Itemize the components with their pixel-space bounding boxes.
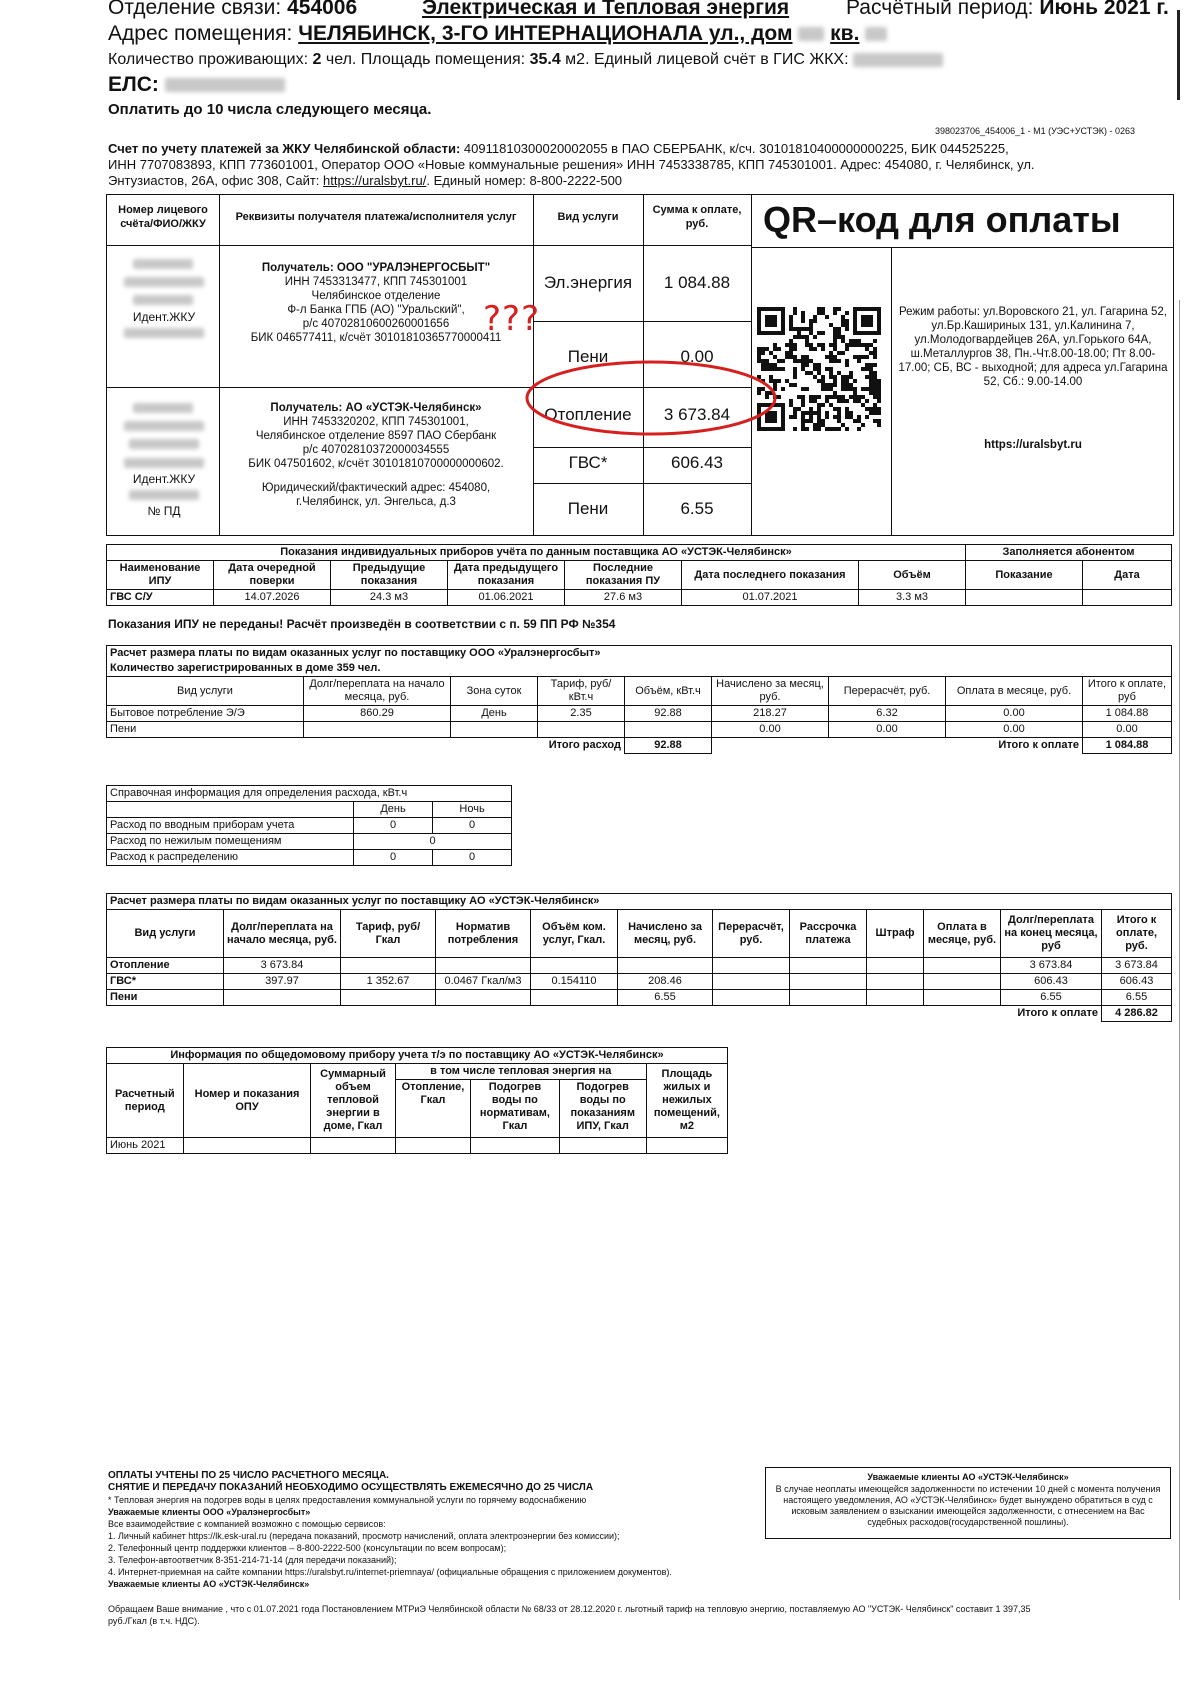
account-line1-bold: Счет по учету платежей за ЖКУ Челябинской области: xyxy=(108,141,461,156)
ipu-h-check: Дата очередной поверки xyxy=(214,561,331,590)
ipu-note: Показания ИПУ не переданы! Расчёт произведён в соответствии с п. 59 ПП РФ №354 xyxy=(108,617,616,631)
residents-line xyxy=(108,51,943,69)
amount-hot-water: 606.43 xyxy=(671,453,723,472)
ipu-cell: 01.07.2021 xyxy=(682,590,859,606)
scan-mark xyxy=(1177,10,1180,100)
ref-cell: 0 xyxy=(433,818,512,834)
ipu-h-date: Дата xyxy=(1083,561,1172,590)
odpu-h: Расчетный период xyxy=(107,1064,184,1138)
service-penalty-1: Пени xyxy=(567,347,609,366)
ipu-h-volume: Объём xyxy=(859,561,966,590)
reference-table xyxy=(106,785,512,866)
ustek-cell xyxy=(924,974,1001,990)
footer-item: 3. Телефон-автоответчик 8-351-214-71-14 (для передачи показаний); xyxy=(108,1555,397,1565)
ustek-cell: 6.55 xyxy=(1102,990,1172,1006)
odpu-h: Отопление, Гкал xyxy=(395,1080,471,1138)
service-penalty-2: Пени xyxy=(567,499,609,518)
ustek-h: Оплата в месяце, руб. xyxy=(924,910,1001,958)
payment-box xyxy=(106,194,1174,536)
ustek-cell: 1 352.67 xyxy=(341,974,436,990)
odpu-cell xyxy=(183,1138,311,1154)
footer-line6: Уважаемые клиенты АО «УСТЭК-Челябинск» xyxy=(108,1579,310,1589)
els-label: ЕЛС: xyxy=(108,73,159,96)
ues-cell: 92.88 xyxy=(625,706,712,722)
redacted xyxy=(129,439,199,449)
ipu-h-prev: Предыдущие показания xyxy=(331,561,448,590)
ustek-h: Долг/переплата на конец месяца, руб xyxy=(1001,910,1102,958)
ipu-title-right: Заполняется абонентом xyxy=(966,545,1172,561)
ues-cell: Бытовое потребление Э/Э xyxy=(107,706,304,722)
ues-cell: 0.00 xyxy=(829,722,946,738)
ues-total-label: Итого расход xyxy=(548,739,621,752)
ref-cell: 0 xyxy=(354,818,433,834)
divider xyxy=(533,483,751,484)
redacted xyxy=(124,458,204,468)
footer-line2: СНЯТИЕ И ПЕРЕДАЧУ ПОКАЗАНИЙ НЕОБХОДИМО ОСУЩЕСТВЛЯТЬ ЕЖЕМЕСЯЧНО ДО 25 ЧИСЛА xyxy=(108,1482,594,1493)
account-block-1 xyxy=(121,255,207,342)
redacted-gis xyxy=(853,53,943,67)
ues-title: Расчет размера платы по видам оказанных услуг по поставщику ООО «Уралэнергосбыт» xyxy=(107,646,1172,662)
ipu-h-last-date: Дата последнего показания xyxy=(682,561,859,590)
odpu-h: Подогрев воды по нормативам, Гкал xyxy=(471,1080,559,1138)
post-label: Отделение связи: xyxy=(108,0,282,19)
ref-cell: 0 xyxy=(354,834,512,850)
ustek-cell xyxy=(790,990,867,1006)
ipu-table xyxy=(106,544,1172,606)
footer-line8: руб./Гкал (в т.ч. НДС). xyxy=(108,1616,200,1626)
redacted xyxy=(124,421,204,431)
ues-cell: 860.29 xyxy=(304,706,451,722)
ustek-h: Вид услуги xyxy=(107,910,224,958)
ipu-cell: 24.3 м3 xyxy=(331,590,448,606)
period xyxy=(846,0,1169,20)
ustek-cell xyxy=(224,990,341,1006)
ustek-cell: 0.154110 xyxy=(531,974,618,990)
ustek-cell xyxy=(924,958,1001,974)
address-value: ЧЕЛЯБИНСК, 3-ГО ИНТЕРНАЦИОНАЛА ул., дом xyxy=(298,22,793,45)
ues-h: Перерасчёт, руб. xyxy=(829,677,946,706)
ues-h: Объём, кВт.ч xyxy=(625,677,712,706)
odpu-cell xyxy=(395,1138,471,1154)
footer-item: 1. Личный кабинет https://lk.esk-ural.ru (передача показаний, просмотр начислений, оплата электроэнергии без комиссии); xyxy=(108,1531,620,1541)
account-line1-rest: 40911810300020002055 в ПАО СБЕРБАНК, к/сч. 30101810400000000225, БИК 044525225, xyxy=(460,141,1009,156)
ustek-cell: Пени xyxy=(107,990,224,1006)
ustek-cell xyxy=(436,990,531,1006)
warning-title: Уважаемые клиенты АО «УСТЭК-Челябинск» xyxy=(867,1472,1069,1482)
recipient-line: ИНН 7453320202, КПП 745301001, xyxy=(283,416,469,428)
ues-h: Начислено за месяц, руб. xyxy=(712,677,829,706)
divider xyxy=(107,387,533,388)
account-info xyxy=(108,141,1108,189)
ipu-date-input[interactable] xyxy=(1083,590,1172,606)
ustek-cell xyxy=(790,958,867,974)
ues-cell: 6.32 xyxy=(829,706,946,722)
ustek-cell: ГВС* xyxy=(107,974,224,990)
ustek-cell: 0.0467 Гкал/м3 xyxy=(436,974,531,990)
recipient-line: р/с 40702810372000034555 xyxy=(302,444,450,456)
redacted-flat xyxy=(865,27,887,41)
ues-h: Вид услуги xyxy=(107,677,304,706)
recipient-line: БИК 046577411, к/счёт 30101810365770000411 xyxy=(250,332,502,344)
amount-heating: 3 673.84 xyxy=(663,405,731,424)
odpu-cell xyxy=(311,1138,395,1154)
ustek-h: Перерасчёт, руб. xyxy=(713,910,790,958)
ref-cell: Расход по вводным приборам учета xyxy=(107,818,354,834)
ues-h: Зона суток xyxy=(451,677,538,706)
redacted xyxy=(133,403,193,413)
area-value: 35.4 xyxy=(529,51,561,68)
ues-cell: 218.27 xyxy=(712,706,829,722)
ustek-cell: 6.55 xyxy=(618,990,713,1006)
ustek-h: Начислено за месяц, руб. xyxy=(618,910,713,958)
ustek-cell xyxy=(341,958,436,974)
ustek-row-heating xyxy=(107,958,1172,974)
account-block-2 xyxy=(121,399,207,518)
col-account-header: Номер лицевого счёта/ФИО/ЖКУ xyxy=(118,204,208,230)
service-title: Электрическая и Тепловая энергия xyxy=(422,0,790,19)
recipient-line: Получатель: ООО "УРАЛЭНЕРГОСБЫТ" xyxy=(261,262,491,274)
odpu-cell xyxy=(471,1138,559,1154)
ustek-cell xyxy=(618,958,713,974)
recipient-ustek xyxy=(219,401,533,509)
odpu-period: Июнь 2021 xyxy=(107,1138,184,1154)
ues-cell xyxy=(538,722,625,738)
ues-cell xyxy=(304,722,451,738)
redacted xyxy=(129,490,199,500)
els-line xyxy=(108,73,285,97)
gis-label: м2. Единый лицевой счёт в ГИС ЖКХ: xyxy=(565,51,849,68)
recipient-line: Юридический/фактический адрес: 454080, xyxy=(261,482,491,494)
footer-tariff-note xyxy=(108,1603,1148,1627)
ues-total-value: 92.88 xyxy=(625,738,712,754)
area-label: чел. Площадь помещения: xyxy=(325,51,526,68)
ustek-h: Долг/переплата на начало месяца, руб. xyxy=(224,910,341,958)
footer-line1: ОПЛАТЫ УЧТЕНЫ ПО 25 ЧИСЛО РАСЧЕТНОГО МЕСЯЦА. xyxy=(108,1470,389,1481)
ustek-cell: 3 673.84 xyxy=(224,958,341,974)
post-code: 454006 xyxy=(287,0,358,19)
ipu-cell: 3.3 м3 xyxy=(859,590,966,606)
footer-item: 2. Телефонный центр поддержки клиентов – 8-800-2222-500 (консультации по всем вопросам); xyxy=(108,1543,507,1553)
divider xyxy=(107,245,751,246)
ustek-cell xyxy=(867,974,924,990)
ues-pay-label: Итого к оплате xyxy=(998,739,1079,752)
account-line2: ИНН 7707083893, КПП 773601001, Оператор ООО «Новые коммунальные решения» ИНН 7453338785, КПП 745301001. Адрес: 454080, г. Челябинск, ул. xyxy=(108,157,1035,172)
redacted xyxy=(124,328,204,338)
ues-pay-value: 1 084.88 xyxy=(1083,738,1172,754)
ipu-h-reading: Показание xyxy=(966,561,1083,590)
recipient-line: БИК 047501602, к/счёт 30101810700000000602. xyxy=(248,458,504,470)
divider xyxy=(533,321,751,322)
work-hours: Режим работы: ул.Воровского 21, ул. Гагарина 52, ул.Бр.Кашириных 131, ул.Калинина 7, ул.Молодогвардейцев 26А, ул.Горького 64А, ш.Металлургов 38, Пн.-Чт.8.00-18.00; Пт 8.00-17.00; СБ, ВС - выходной; для адреса ул.Гагарина 52, Сб.: 9.00-14.00 xyxy=(898,306,1168,388)
ustek-cell: 606.43 xyxy=(1001,974,1102,990)
recipient-line: Ф-л Банка ГПБ (АО) "Уральский", xyxy=(287,304,465,316)
odpu-h-group: в том числе тепловая энергия на xyxy=(395,1064,646,1080)
ustek-cell xyxy=(713,974,790,990)
warning-box xyxy=(765,1467,1171,1539)
ustek-row-hot-water xyxy=(107,974,1172,990)
recipient-line: ИНН 7453313477, КПП 745301001 xyxy=(284,276,468,288)
ues-cell: 0.00 xyxy=(946,706,1083,722)
amount-penalty-2: 6.55 xyxy=(680,499,714,518)
ustek-total-value: 4 286.82 xyxy=(1102,1006,1172,1022)
ref-empty xyxy=(107,802,354,818)
odpu-h: Подогрев воды по показаниям ИПУ, Гкал xyxy=(559,1080,646,1138)
question-marks-annotation: ??? xyxy=(483,299,541,339)
odpu-h: Площадь жилых и нежилых помещений, м2 xyxy=(646,1064,727,1138)
account-line3b: . Единый номер: 8-800-2222-500 xyxy=(426,173,623,188)
ues-h: Оплата в месяце, руб. xyxy=(946,677,1083,706)
ustek-h: Рассрочка платежа xyxy=(790,910,867,958)
ustek-h: Норматив потребления xyxy=(436,910,531,958)
ustek-cell xyxy=(341,990,436,1006)
ues-cell: 0.00 xyxy=(1083,722,1172,738)
ues-cell: 1 084.88 xyxy=(1083,706,1172,722)
odpu-title: Информация по общедомовому прибору учета т/э по поставщику АО «УСТЭК-Челябинск» xyxy=(107,1048,728,1064)
odpu-table xyxy=(106,1047,728,1154)
ues-cell: Пени xyxy=(107,722,304,738)
ipu-cell: 01.06.2021 xyxy=(448,590,565,606)
residents-value: 2 xyxy=(312,51,322,68)
ustek-h: Объём ком. услуг, Гкал. xyxy=(531,910,618,958)
service-heating: Отопление xyxy=(544,405,632,424)
redacted-els xyxy=(165,78,285,92)
ipu-cell: ГВС С/У xyxy=(107,590,214,606)
odpu-cell xyxy=(559,1138,646,1154)
ref-cell: 0 xyxy=(433,850,512,866)
ustek-cell xyxy=(713,990,790,1006)
footer-line4: Уважаемые клиенты ООО «Уралэнергосбыт» xyxy=(108,1507,311,1517)
col-amount-header: Сумма к оплате, руб. xyxy=(652,204,742,230)
footer-line3: * Тепловая энергия на подогрев воды в целях предоставления коммунальной услуги по горячему водоснабжению xyxy=(108,1495,587,1505)
amount-penalty-1: 0.00 xyxy=(680,347,714,366)
site-url[interactable]: https://uralsbyt.ru xyxy=(984,439,1082,451)
spacer xyxy=(107,1006,1001,1022)
ustek-cell xyxy=(531,990,618,1006)
amount-electricity: 1 084.88 xyxy=(663,273,731,292)
recipient-line: Получатель: АО «УСТЭК-Челябинск» xyxy=(270,402,482,414)
ustek-cell xyxy=(531,958,618,974)
col-recipient-header: Реквизиты получателя платежа/исполнителя услуг xyxy=(235,211,517,223)
ref-cell: Расход к распределению xyxy=(107,850,354,866)
redacted xyxy=(133,259,193,269)
ustek-cell xyxy=(867,958,924,974)
ues-h: Итого к оплате, руб xyxy=(1083,677,1172,706)
ustek-cell xyxy=(436,958,531,974)
address-kv: кв. xyxy=(830,22,860,45)
odpu-h: Суммарный объем тепловой энергии в доме, Гкал xyxy=(311,1064,395,1138)
ustek-h: Итого к оплате, руб. xyxy=(1102,910,1172,958)
ustek-cell xyxy=(867,990,924,1006)
ref-h-day: День xyxy=(354,802,433,818)
ustek-cell: 6.55 xyxy=(1001,990,1102,1006)
ustek-cell xyxy=(713,958,790,974)
ues-cell: 0.00 xyxy=(946,722,1083,738)
address-line xyxy=(108,22,887,46)
period-label: Расчётный период: xyxy=(846,0,1034,19)
odpu-cell xyxy=(646,1138,727,1154)
ues-cell xyxy=(625,722,712,738)
ustek-cell xyxy=(790,974,867,990)
ustek-cell xyxy=(924,990,1001,1006)
ues-h: Долг/переплата на начало месяца, руб. xyxy=(304,677,451,706)
recipient-line: Челябинское отделение 8597 ПАО Сбербанк xyxy=(255,430,497,442)
ustek-cell: Отопление xyxy=(107,958,224,974)
period-value: Июнь 2021 г. xyxy=(1039,0,1169,19)
ues-calc-table xyxy=(106,645,1172,754)
ues-cell: День xyxy=(451,706,538,722)
service-electricity: Эл.энергия xyxy=(543,273,633,292)
ustek-calc-table xyxy=(106,893,1172,1022)
ustek-total-label: Итого к оплате xyxy=(1017,1007,1098,1020)
pay-until: Оплатить до 10 числа следующего месяца. xyxy=(108,101,432,118)
redacted-house xyxy=(798,27,824,41)
account-line3a: Энтузиастов, 26А, офис 308, Сайт: xyxy=(108,173,324,188)
ref-h-night: Ночь xyxy=(433,802,512,818)
service-hot-water: ГВС* xyxy=(568,453,608,472)
warning-text: В случае неоплаты имеющейся задолженности по истечении 10 дней с момента получения настоящего уведомления, АО «УСТЭК-Челябинск» будет вынуждено обратиться в суд с исковым заявлением о взыскании имеющейся задолженности, с отнесением на Вас судебных расходов(государственной пошлины). xyxy=(775,1484,1161,1527)
ref-title: Справочная информация для определения расхода, кВт.ч xyxy=(107,786,512,802)
address-label: Адрес помещения: xyxy=(108,22,293,45)
site-link[interactable]: https://uralsbyt.ru/ xyxy=(323,173,427,188)
divider xyxy=(891,247,892,535)
ustek-cell: 3 673.84 xyxy=(1001,958,1102,974)
ref-cell: 0 xyxy=(354,850,433,866)
redacted xyxy=(124,277,204,287)
ustek-row-penalty xyxy=(107,990,1172,1006)
divider xyxy=(533,447,751,448)
footer-notes xyxy=(108,1470,748,1590)
ustek-cell: 397.97 xyxy=(224,974,341,990)
footer-item: 4. Интернет-приемная на сайте компании https://uralsbyt.ru/internet-priemnaya/ (официальные обращения с приложением документов). xyxy=(108,1567,672,1577)
scan-edge xyxy=(1179,300,1180,1600)
ues-h: Тариф, руб/кВт.ч xyxy=(538,677,625,706)
ues-cell xyxy=(451,722,538,738)
ipu-h-prev-date: Дата предыдущего показания xyxy=(448,561,565,590)
ustek-title: Расчет размера платы по видам оказанных услуг по поставщику АО «УСТЭК-Челябинск» xyxy=(107,894,1172,910)
ref-cell: Расход по нежилым помещениям xyxy=(107,834,354,850)
footer-line5: Все взаимодействие с компанией возможно с помощью сервисов: xyxy=(108,1519,386,1529)
qr-title: QR–код для оплаты xyxy=(763,199,1121,240)
ustek-cell: 208.46 xyxy=(618,974,713,990)
ident-zhku-2: Идент.ЖКУ xyxy=(132,471,196,486)
ipu-title: Показания индивидуальных приборов учёта по данным поставщика АО «УСТЭК-Челябинск» xyxy=(107,545,966,561)
ipu-cell: 14.07.2026 xyxy=(214,590,331,606)
ustek-cell: 3 673.84 xyxy=(1102,958,1172,974)
red-ellipse-annotation xyxy=(523,355,779,441)
residents-label: Количество проживающих: xyxy=(108,51,309,68)
divider xyxy=(751,247,1173,248)
recipient-line: р/с 40702810600260001656 xyxy=(302,318,450,330)
odpu-h: Номер и показания ОПУ xyxy=(183,1064,311,1138)
recipient-line: Челябинское отделение xyxy=(311,290,441,302)
ipu-h-last: Последние показания ПУ xyxy=(565,561,682,590)
doc-code: 398023706_454006_1 - М1 (УЭС+УСТЭК) - 0263 xyxy=(935,126,1135,136)
ues-cell: 0.00 xyxy=(712,722,829,738)
footer-line7: Обращаем Ваше внимание , что с 01.07.2021 года Постановлением МТРиЭ Челябинской области № 68/33 от 28.12.2020 г. льготный тариф на тепловую энергию, поставляемую АО "УСТЭК- Челябинск" составит 1 397,35 xyxy=(108,1604,1031,1614)
recipient-line: г.Челябинск, ул. Энгельса, д.3 xyxy=(296,496,456,508)
redacted xyxy=(133,295,193,305)
pd-label: № ПД xyxy=(147,504,181,519)
col-service-header: Вид услуги xyxy=(557,211,619,223)
ipu-cell: 27.6 м3 xyxy=(565,590,682,606)
ues-subtitle: Количество зарегистрированных в доме 359 чел. xyxy=(107,661,1172,677)
ustek-cell: 606.43 xyxy=(1102,974,1172,990)
ues-cell: 2.35 xyxy=(538,706,625,722)
ipu-h-name: Наименование ИПУ xyxy=(107,561,214,590)
ident-zhku-1: Идент.ЖКУ xyxy=(132,309,196,324)
recipient-line xyxy=(219,471,533,481)
ipu-reading-input[interactable] xyxy=(966,590,1083,606)
ustek-h: Тариф, руб/Гкал xyxy=(341,910,436,958)
ustek-h: Штраф xyxy=(867,910,924,958)
